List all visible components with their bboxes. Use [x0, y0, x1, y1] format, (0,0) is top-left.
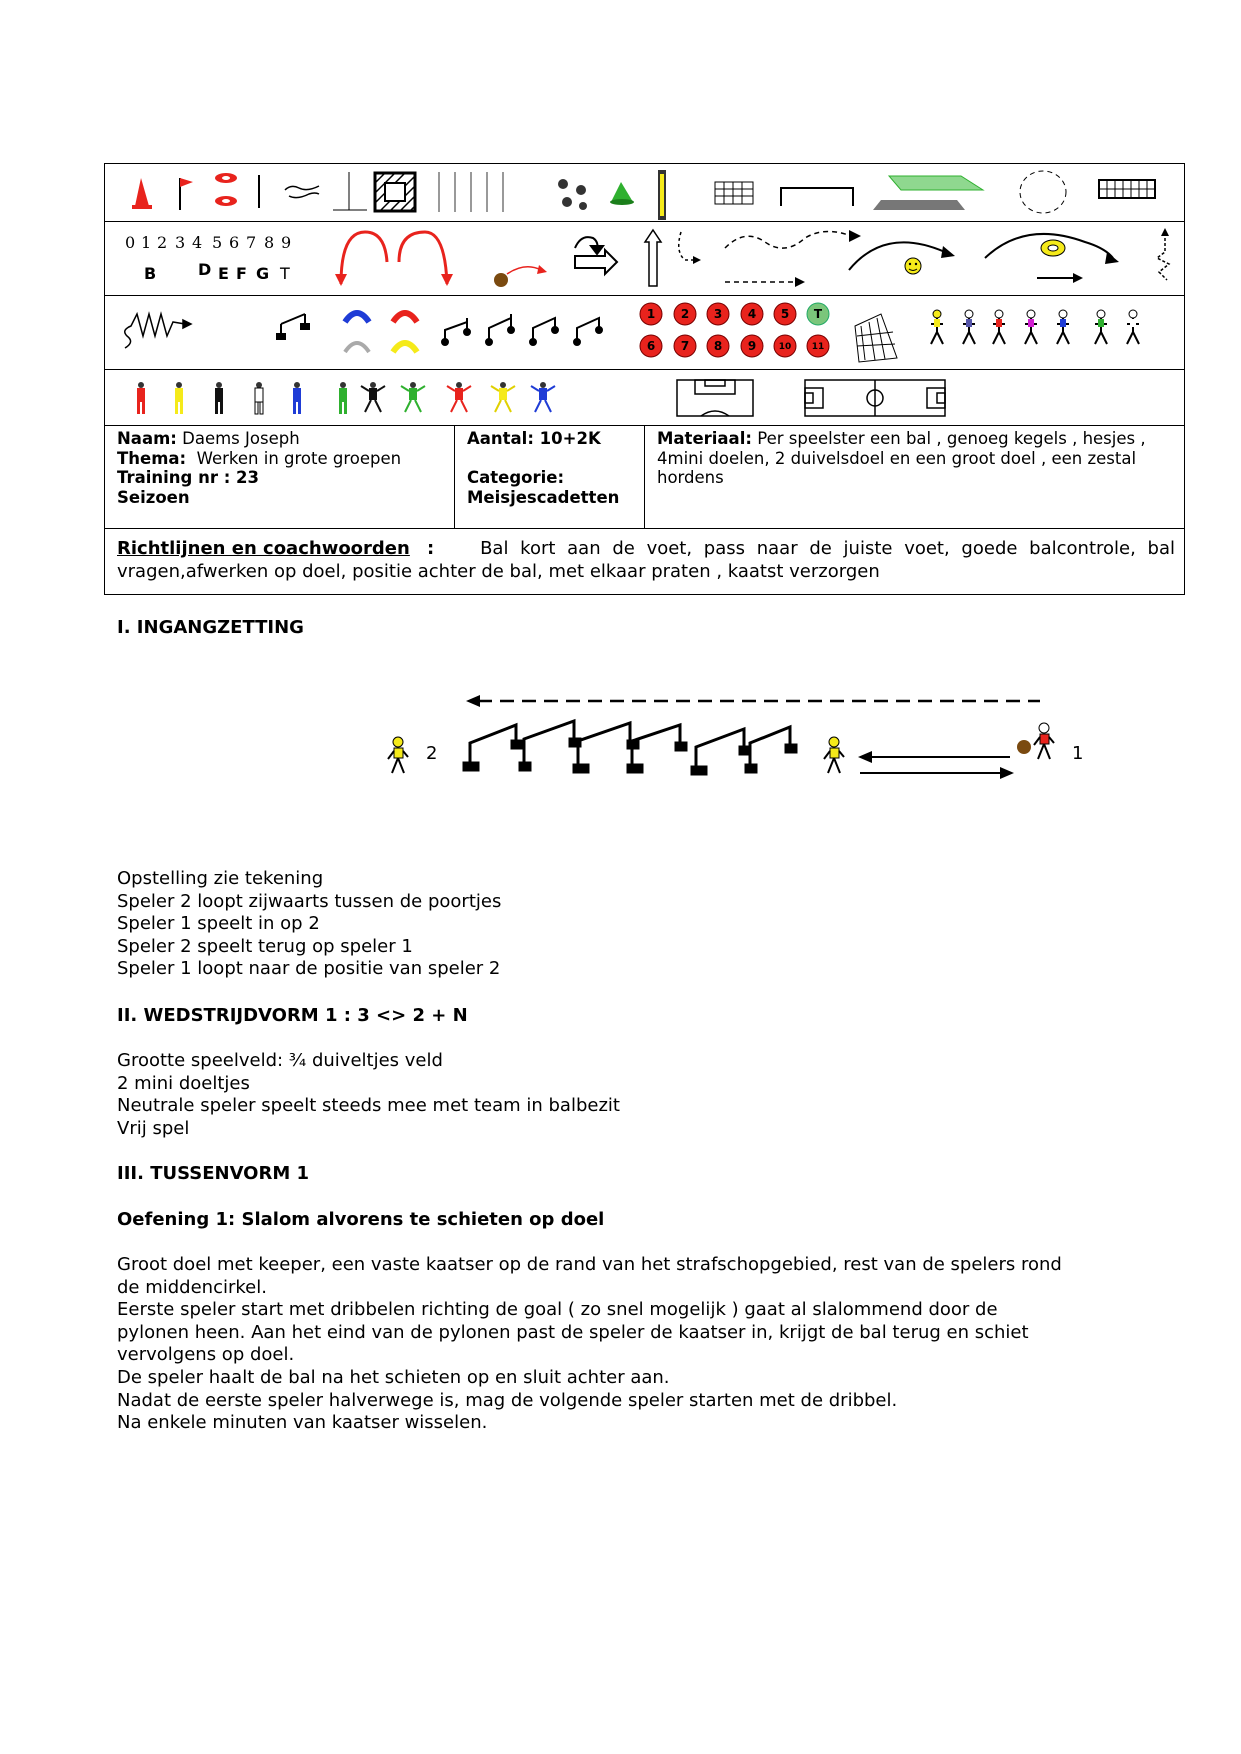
- arrow-icons: [105, 222, 1184, 296]
- text-line: Opstelling zie tekening: [117, 868, 324, 889]
- info-row: [105, 426, 1184, 529]
- kit-players: [137, 382, 347, 414]
- symbol-row-cones: [105, 296, 1184, 370]
- digit-symbol: 8: [264, 233, 275, 252]
- cone-number: 9: [747, 339, 757, 353]
- text-line: Neutrale speler speelt steeds mee met team in balbezit: [117, 1095, 620, 1117]
- text-line: Groot doel met keeper, een vaste kaatser op de rand van het strafschopgebied, rest van de spelers rond: [117, 1254, 1062, 1275]
- cone-number: 4: [747, 307, 757, 321]
- naam-value: Daems Joseph: [182, 429, 300, 448]
- balls-icon: [558, 179, 587, 210]
- curved-arrow-target-icon: [985, 234, 1119, 283]
- hurdle-arch-icons: [345, 313, 417, 352]
- section-3-text: [117, 1254, 1062, 1435]
- player-figures-icons: [931, 310, 1139, 344]
- text-line: De speler haalt de bal na het schieten op en sluit achter aan.: [117, 1366, 670, 1388]
- disc-cone-icon: [215, 173, 237, 206]
- corner-flag-icon: [180, 178, 193, 210]
- player-1-figure: [1034, 723, 1054, 759]
- section-2-title: II. WEDSTRIJDVORM 1 : 3 <> 2 + N: [117, 1005, 468, 1026]
- seizoen-label: Seizoen: [117, 487, 190, 507]
- thema-value: Werken in grote groepen: [196, 448, 402, 468]
- digit-symbol: 3: [175, 233, 186, 252]
- slalom-gates-icon: [442, 314, 602, 345]
- digit-symbol: 0: [125, 233, 136, 252]
- cone-number: 3: [713, 307, 723, 321]
- guidelines-row: [105, 529, 1184, 594]
- ball-pass-arrow-icon: [494, 265, 547, 287]
- text-line: pylonen heen. Aan het eind van de pylonen past de speler de kaatser in, krijgt de bal terug en schiet: [117, 1321, 1029, 1343]
- digit-symbol: 5: [212, 233, 223, 252]
- guidelines-text: [117, 537, 1175, 583]
- arrow-head: [466, 695, 480, 707]
- letter-symbol: T: [280, 264, 290, 283]
- text-line: Speler 2 loopt zijwaarts tussen de poortjes: [117, 890, 502, 912]
- categorie-value: Meisjescadetten: [467, 487, 620, 507]
- text-line: 2 mini doeltjes: [117, 1072, 250, 1094]
- slalom-gates: [464, 721, 796, 774]
- categorie-label: Categorie:: [467, 468, 565, 487]
- info-left: [117, 429, 401, 507]
- cone-icons: [105, 296, 1184, 370]
- letter-symbol: E: [218, 264, 229, 283]
- letter-symbol: D: [198, 260, 212, 279]
- guidelines-colon: :: [427, 538, 435, 559]
- dashed-circle-icon: [1020, 171, 1066, 213]
- ball-icon: [1017, 740, 1031, 754]
- guidelines-line: Bal kort aan de voet, pass naar de juiste voet, goede balcontrole, bal: [480, 538, 1175, 559]
- digit-symbol: 2: [157, 233, 168, 252]
- materiaal-label: Materiaal:: [657, 429, 752, 448]
- numbered-cones-icons: [640, 303, 829, 357]
- player-2-figure: [388, 737, 408, 773]
- pitch-surface-icon: [873, 176, 983, 210]
- green-cone-icon: [610, 182, 634, 205]
- text-line: vervolgens op doel.: [117, 1344, 295, 1366]
- info-middle: [467, 429, 619, 507]
- cone-number: 5: [780, 307, 790, 321]
- player-2-label: 2: [426, 743, 438, 764]
- cone-number: 8: [713, 339, 723, 353]
- dribble-zigzag-icon: [125, 314, 191, 348]
- materiaal-line: hordens: [657, 468, 724, 487]
- up-arrow-icon: [645, 230, 661, 286]
- pole-base-icon: [333, 172, 367, 210]
- cone-number: 6: [646, 339, 656, 353]
- full-pitch-icon: [805, 380, 945, 416]
- rebounder-net-icon: [855, 314, 897, 362]
- text-line: Nadat de eerste speler halverwege is, mag de volgende speler starten met de dribbel.: [117, 1389, 898, 1411]
- cone-number: 7: [680, 339, 690, 353]
- section-3-title: III. TUSSENVORM 1: [117, 1163, 310, 1184]
- letter-symbol: G: [256, 264, 270, 283]
- letter-symbol: B: [144, 264, 157, 283]
- digit-symbol: 6: [229, 233, 240, 252]
- red-curved-arrows-icon: [335, 232, 453, 286]
- equipment-icons: [105, 164, 1184, 222]
- section-1-text: [117, 868, 501, 981]
- naam-label: Naam:: [117, 429, 177, 448]
- goal-net-icon: [715, 182, 753, 204]
- section-3-subtitle: Oefening 1: Slalom alvorens te schieten op doel: [117, 1209, 605, 1230]
- rope-icon: [285, 186, 319, 198]
- text-line: Grootte speelveld: ¾ duiveltjes veld: [117, 1050, 443, 1071]
- goalkeeper-icons: [361, 382, 555, 412]
- goal-frame-icon: [781, 188, 853, 206]
- section-2-text: [117, 1050, 620, 1140]
- text-line: Na enkele minuten van kaatser wisselen.: [117, 1412, 488, 1434]
- poles-icon: [439, 172, 503, 212]
- text-line: Speler 2 speelt terug op speler 1: [117, 935, 413, 957]
- materiaal-line: Per speelster een bal , genoeg kegels , hesjes ,: [757, 429, 1146, 448]
- player-1-label: 1: [1072, 743, 1084, 764]
- letter-symbols: [144, 260, 290, 283]
- text-line: Speler 1 loopt naar de positie van speler 2: [117, 958, 501, 980]
- guidelines-label: Richtlijnen en coachwoorden: [117, 538, 410, 559]
- dashed-wave-arrow-icon: [725, 231, 851, 282]
- text-line: Speler 1 speelt in op 2: [117, 913, 320, 935]
- training-number: Training nr : 23: [117, 468, 260, 487]
- turn-arrow-icon: [575, 237, 617, 274]
- cone-number: 10: [778, 342, 792, 352]
- text-line: Vrij spel: [117, 1117, 190, 1139]
- yellow-player-figure: [824, 737, 844, 773]
- zigzag-dash-arrow-icon: [1157, 238, 1169, 280]
- digit-symbol: 7: [246, 233, 257, 252]
- cone-number: 2: [680, 307, 690, 321]
- curved-arrow-smiley-icon: [849, 242, 955, 274]
- guidelines-line: vragen,afwerken op doel, positie achter de bal, met elkaar praten , kaatst verzorgen: [117, 561, 880, 582]
- cone-number: 11: [811, 342, 825, 352]
- symbol-row-arrows: [105, 222, 1184, 296]
- materiaal-line: 4mini doelen, 2 duivelsdoel en een groot doel , een zestal: [657, 448, 1137, 468]
- kit-player-icons: [105, 370, 1184, 426]
- goal-post-icon: [658, 170, 666, 220]
- dotted-turn-arrow-icon: [679, 232, 695, 260]
- digit-symbols: [125, 233, 291, 252]
- ingangzetting-diagram: [0, 685, 1241, 825]
- section-1-title: I. INGANGZETTING: [117, 617, 304, 638]
- text-line: de middencirkel.: [117, 1276, 267, 1298]
- aantal-label: Aantal: 10+2K: [467, 429, 601, 448]
- single-gate-icon: [277, 314, 309, 339]
- cone-number: 1: [646, 307, 656, 321]
- letter-symbol: F: [236, 264, 247, 283]
- symbol-row-players: [105, 370, 1184, 426]
- digit-symbol: 1: [141, 233, 152, 252]
- thema-label: Thema:: [117, 448, 187, 468]
- text-line: Eerste speler start met dribbelen richting de goal ( zo snel mogelijk ) gaat al slalommend door de: [117, 1299, 998, 1321]
- digit-symbol: 4: [192, 233, 203, 252]
- cone-number: T: [813, 307, 823, 321]
- digit-symbol: 9: [281, 233, 292, 252]
- info-right: [657, 429, 1177, 488]
- training-sheet-table: [104, 163, 1185, 595]
- symbol-row-equipment: [105, 164, 1184, 222]
- half-pitch-icon: [677, 380, 753, 416]
- big-goal-icon: [1099, 180, 1155, 198]
- zone-square-icon: [375, 173, 415, 211]
- cone-icon: [132, 178, 152, 209]
